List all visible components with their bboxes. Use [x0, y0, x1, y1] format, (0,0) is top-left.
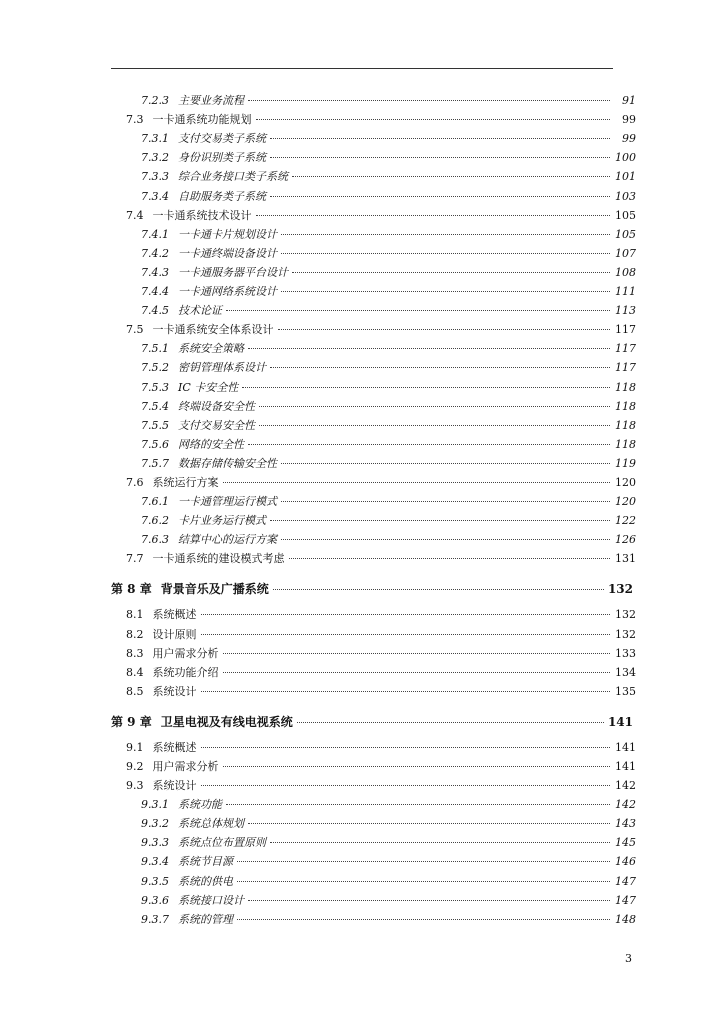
toc-entry	[126, 777, 636, 793]
toc-entry-number: 7.2.3	[141, 94, 169, 107]
toc-entry-number: 7.5.2	[141, 361, 169, 375]
toc-entry-title: 一卡通系统技术设计	[152, 208, 252, 222]
toc-entry	[126, 664, 636, 680]
toc-dot-leader	[281, 234, 610, 235]
header-rule	[111, 68, 613, 69]
toc-entry-page: 132	[615, 627, 636, 641]
toc-entry	[141, 168, 636, 184]
toc-entry-page: 117	[615, 342, 636, 356]
toc-entry-number: 7.6.2	[141, 514, 169, 528]
toc-entry	[141, 302, 636, 318]
toc-entry-page: 146	[615, 855, 636, 869]
toc-entry-page: 101	[615, 170, 636, 184]
toc-entry	[141, 398, 636, 414]
toc-dot-leader	[281, 463, 610, 464]
toc-entry-page: 131	[615, 552, 636, 566]
toc-dot-leader	[281, 253, 610, 254]
toc-entry-number: 9.3.7	[141, 912, 169, 926]
toc-entry-number: 7.7	[126, 552, 144, 566]
toc-dot-leader	[248, 348, 610, 349]
toc-entry	[141, 796, 636, 812]
toc-entry-title: 系统设计	[152, 779, 197, 792]
toc-entry	[126, 758, 636, 774]
toc-entry-title: 卡片业务运行模式	[178, 514, 266, 528]
toc-entry-number: 7.5.4	[141, 399, 169, 413]
toc-dot-leader	[270, 842, 610, 843]
toc-entry-number: 第 8 章	[111, 582, 152, 597]
toc-dot-leader	[223, 766, 611, 767]
toc-dot-leader	[256, 119, 611, 120]
toc-dot-leader	[237, 881, 610, 882]
toc-entry	[141, 853, 636, 869]
toc-entry	[141, 92, 636, 108]
toc-entry-number: 7.5	[126, 323, 144, 337]
toc-entry-page: 141	[607, 714, 633, 729]
toc-entry-page: 117	[615, 323, 636, 337]
toc-entry-title: 系统安全策略	[178, 342, 244, 356]
toc-entry-page: 111	[615, 285, 636, 298]
toc-entry-page: 108	[615, 265, 636, 279]
toc-entry-number: 9.3.2	[141, 817, 169, 831]
toc-dot-leader	[237, 919, 610, 920]
toc-entry	[141, 512, 636, 528]
toc-entry-title: 终端设备安全性	[178, 399, 255, 413]
toc-entry	[141, 130, 636, 146]
toc-dot-leader	[226, 310, 610, 311]
toc-entry-title: 网络的安全性	[178, 437, 244, 451]
toc-entry-number: 7.3.3	[141, 170, 169, 184]
toc-entry-title: 设计原则	[152, 627, 197, 641]
toc-entry	[141, 245, 636, 261]
toc-entry	[126, 626, 636, 642]
toc-entry-title: 系统概述	[152, 740, 197, 754]
toc-entry-page: 147	[615, 874, 636, 888]
toc-entry-number: 8.4	[126, 665, 144, 679]
toc-dot-leader	[242, 387, 610, 388]
toc-entry-number: 7.6	[126, 476, 144, 489]
toc-entry-title: 系统的供电	[178, 874, 233, 888]
toc-entry	[141, 417, 636, 433]
toc-dot-leader	[281, 501, 610, 502]
toc-entry-page: 135	[615, 684, 636, 698]
toc-entry	[141, 283, 636, 299]
toc-entry-title: 一卡通网络系统设计	[178, 285, 277, 298]
toc-entry	[141, 531, 636, 547]
toc-entry-number: 7.3	[126, 113, 144, 127]
toc-dot-leader	[270, 157, 610, 158]
toc-entry-title: 用户需求分析	[152, 759, 219, 773]
toc-entry	[111, 580, 633, 596]
toc-entry-page: 145	[615, 836, 636, 850]
toc-entry-page: 105	[615, 227, 636, 241]
toc-entry-title: 支付交易类子系统	[178, 132, 266, 146]
toc-entry-title: 一卡通服务器平台设计	[178, 265, 288, 279]
toc-entry-number: 7.6.3	[141, 533, 169, 547]
toc-entry	[141, 149, 636, 165]
toc-entry	[141, 815, 636, 831]
toc-entry-title: 一卡通卡片规划设计	[178, 227, 277, 241]
toc-dot-leader	[259, 406, 610, 407]
toc-entry-page: 126	[615, 533, 636, 547]
toc-entry-page: 119	[615, 456, 636, 470]
toc-entry-number: 9.3.4	[141, 855, 169, 869]
toc-entry	[141, 892, 636, 908]
toc-entry-page: 107	[615, 246, 636, 260]
toc-dot-leader	[270, 520, 610, 521]
toc-dot-leader	[223, 482, 611, 483]
toc-entry-page: 118	[615, 380, 636, 394]
toc-entry	[126, 474, 636, 490]
toc-entry-page: 143	[615, 817, 636, 831]
toc-entry-number: 7.3.1	[141, 132, 169, 146]
toc-entry-title: 系统概述	[152, 608, 197, 622]
toc-entry-page: 147	[615, 893, 636, 907]
toc-dot-leader	[248, 823, 610, 824]
toc-entry-number: 7.4	[126, 208, 144, 222]
toc-entry-page: 100	[615, 151, 636, 165]
toc-entry-page: 148	[615, 912, 636, 926]
toc-entry-title: 用户需求分析	[152, 646, 219, 660]
toc-dot-leader	[237, 861, 610, 862]
toc-entry-number: 7.4.3	[141, 265, 169, 279]
toc-entry-title: 一卡通系统安全体系设计	[152, 323, 274, 337]
toc-dot-leader	[201, 747, 611, 748]
toc-dot-leader	[281, 539, 610, 540]
toc-entry-title: 系统功能介绍	[152, 665, 219, 679]
toc-entry	[141, 455, 636, 471]
toc-entry-number: 9.3.6	[141, 893, 169, 907]
toc-entry-number: 7.3.4	[141, 189, 169, 203]
toc-entry-number: 9.3.5	[141, 874, 169, 888]
toc-entry-number: 9.3	[126, 779, 144, 792]
toc-entry	[141, 264, 636, 280]
toc-entry-number: 7.4.2	[141, 246, 169, 260]
toc-dot-leader	[259, 425, 610, 426]
toc-entry	[126, 683, 636, 699]
toc-entry-number: 第 9 章	[111, 714, 152, 729]
toc-entry	[141, 436, 636, 452]
toc-entry-title: 系统运行方案	[152, 476, 219, 489]
toc-entry-title: 支付交易安全性	[178, 418, 255, 432]
toc-entry-number: 8.1	[126, 608, 144, 622]
toc-entry-number: 9.3.3	[141, 836, 169, 850]
toc-entry-number: 9.1	[126, 740, 144, 754]
toc-entry-page: 118	[615, 437, 636, 451]
toc-entry-page: 91	[622, 94, 636, 107]
toc-entry-title: 自助服务类子系统	[178, 189, 266, 203]
toc-entry-title: IC 卡安全性	[178, 380, 239, 394]
toc-entry	[141, 873, 636, 889]
toc-entry-page: 122	[615, 514, 636, 528]
toc-entry-page: 133	[615, 646, 636, 660]
toc-entry-title: 系统接口设计	[178, 893, 244, 907]
toc-entry-number: 7.5.1	[141, 342, 169, 356]
toc-entry-title: 综合业务接口类子系统	[178, 170, 288, 184]
toc-dot-leader	[223, 653, 611, 654]
toc-entry-page: 103	[615, 189, 636, 203]
toc-entry-title: 身份识别类子系统	[178, 151, 266, 165]
toc-entry-title: 数据存储传输安全性	[178, 456, 277, 470]
toc-entry-number: 7.4.4	[141, 285, 169, 298]
toc-dot-leader	[270, 367, 610, 368]
toc-entry-page: 132	[615, 608, 636, 622]
toc-entry-page: 132	[607, 582, 633, 597]
toc-entry-title: 技术论证	[178, 304, 222, 318]
toc-dot-leader	[201, 785, 611, 786]
toc-entry-number: 9.3.1	[141, 798, 169, 812]
toc-entry-title: 系统设计	[152, 684, 197, 698]
toc-dot-leader	[248, 444, 610, 445]
toc-entry-number: 8.5	[126, 684, 144, 698]
toc-dot-leader	[281, 291, 610, 292]
toc-entry-page: 141	[615, 740, 636, 754]
toc-entry	[141, 188, 636, 204]
toc-entry-page: 118	[615, 418, 636, 432]
toc-entry	[126, 321, 636, 337]
toc-dot-leader	[297, 722, 604, 723]
toc-entry	[111, 713, 633, 729]
toc-dot-leader	[292, 272, 610, 273]
toc-entry-title: 一卡通管理运行模式	[178, 495, 277, 509]
toc-dot-leader	[201, 614, 611, 615]
toc-entry-page: 113	[615, 304, 636, 318]
toc-entry-title: 系统的管理	[178, 912, 233, 926]
toc-entry-title: 背景音乐及广播系统	[160, 582, 269, 597]
toc-entry-page: 134	[615, 665, 636, 679]
toc-dot-leader	[201, 634, 611, 635]
toc-entry	[126, 645, 636, 661]
toc-entry-page: 120	[615, 476, 636, 489]
toc-dot-leader	[256, 215, 611, 216]
toc-entry	[141, 834, 636, 850]
toc-entry-number: 7.5.6	[141, 437, 169, 451]
toc-entry-page: 105	[615, 208, 636, 222]
toc-dot-leader	[292, 176, 610, 177]
toc-entry-number: 7.4.1	[141, 227, 169, 241]
toc-entry-page: 120	[615, 495, 636, 509]
toc-entry-number: 7.6.1	[141, 495, 169, 509]
toc-entry-number: 7.3.2	[141, 151, 169, 165]
toc-entry-title: 一卡通系统功能规划	[152, 113, 252, 127]
toc-entry	[141, 493, 636, 509]
toc-entry-number: 8.2	[126, 627, 144, 641]
toc-entry-title: 一卡通系统的建设模式考虑	[152, 552, 285, 566]
toc-entry-title: 系统总体规划	[178, 817, 244, 831]
toc-dot-leader	[223, 672, 611, 673]
toc-dot-leader	[226, 804, 610, 805]
toc-entry-page: 141	[615, 759, 636, 773]
toc-dot-leader	[270, 138, 610, 139]
toc-entry	[141, 340, 636, 356]
toc-entry	[126, 111, 636, 127]
toc-entry-title: 系统节目源	[178, 855, 233, 869]
toc-entry-page: 99	[622, 113, 636, 127]
toc-entry-number: 7.5.7	[141, 456, 169, 470]
page-number: 3	[625, 952, 632, 965]
toc-entry-title: 系统功能	[178, 798, 222, 812]
toc-entry-number: 7.5.3	[141, 380, 169, 394]
toc-dot-leader	[278, 329, 611, 330]
toc-entry	[126, 739, 636, 755]
toc-entry-title: 系统点位布置原则	[178, 836, 266, 850]
toc-dot-leader	[270, 196, 610, 197]
toc-entry	[141, 911, 636, 927]
toc-dot-leader	[289, 558, 611, 559]
toc-dot-leader	[248, 900, 610, 901]
toc-entry-page: 142	[615, 798, 636, 812]
toc-entry-number: 7.5.5	[141, 418, 169, 432]
toc-entry-number: 9.2	[126, 759, 144, 773]
toc-entry	[141, 226, 636, 242]
toc-dot-leader	[201, 691, 611, 692]
toc-entry-title: 一卡通终端设备设计	[178, 246, 277, 260]
toc-entry-page: 118	[615, 399, 636, 413]
toc-entry-title: 结算中心的运行方案	[178, 533, 277, 547]
toc-entry-page: 142	[615, 779, 636, 792]
toc-entry	[141, 359, 636, 375]
toc-entry	[126, 606, 636, 622]
toc-entry	[126, 207, 636, 223]
toc-entry-title: 密钥管理体系设计	[178, 361, 266, 375]
toc-entry-page: 117	[615, 361, 636, 375]
toc-dot-leader	[273, 589, 604, 590]
toc-dot-leader	[248, 100, 610, 101]
toc-entry	[126, 550, 636, 566]
toc-entry-title: 卫星电视及有线电视系统	[160, 714, 293, 729]
toc-entry	[141, 379, 636, 395]
toc-entry-page: 99	[622, 132, 636, 146]
toc-entry-number: 8.3	[126, 646, 144, 660]
toc-entry-number: 7.4.5	[141, 304, 169, 318]
toc-entry-title: 主要业务流程	[178, 94, 244, 107]
